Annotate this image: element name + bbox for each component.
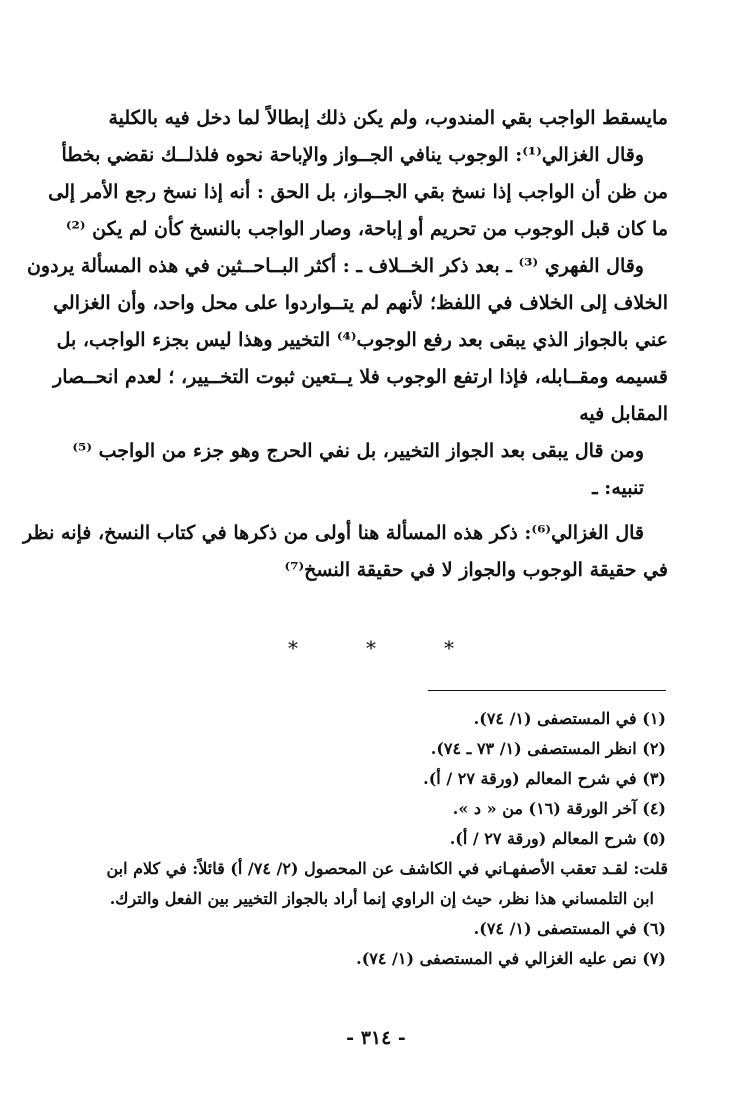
- text-line: مايسقط الواجب بقي المندوب، ولم يكن ذلك إبطالاً لما دخل فيه بالكلية: [108, 107, 668, 129]
- footnote-comment: ابن التلمساني هذا نظر، حيث إن الراوي إنما أراد بالجواز التخيير بين الفعل والترك.: [109, 889, 654, 908]
- footnote: (١) في المستصفى (١/ ٧٤).: [473, 709, 666, 728]
- main-text: [23, 100, 668, 589]
- footnote-comment: قلت: لقـد تعقب الأصفهـاني في الكاشف عن المحصول (٢/ ٧٤/ أ) قائلاً: في كلام ابن: [106, 859, 668, 878]
- footnote: (٦) في المستصفى (١/ ٧٤).: [473, 919, 666, 938]
- footnote: (٢) انظر المستصفى (١/ ٧٣ ـ ٧٤).: [430, 739, 666, 758]
- text-line: وقال الفهري ⁽³⁾ ـ بعد ذكر الخــلاف ـ : أكثر البــاحــثين في هذه المسألة يردون: [26, 255, 644, 277]
- separator-asterisk: *: [288, 636, 298, 660]
- text-line: عني بالجواز الذي يبقى بعد رفع الوجوب⁽⁴⁾ التخيير وهذا ليس بجزء الواجب، بل: [56, 329, 668, 351]
- page-number: - ٣١٤ -: [346, 1027, 406, 1049]
- section-heading: تنبيه: ـ: [592, 477, 644, 499]
- text-line: من ظن أن الواجب إذا نسخ بقي الجــواز، بل الحق : أنه إذا نسخ رجع الأمر إلى: [48, 181, 668, 203]
- separator-asterisk: *: [366, 636, 376, 660]
- text-line: الخلاف إلى الخلاف في اللفظ؛ لأنهم لم يتــواردوا على محل واحد، وأن الغزالي: [53, 292, 668, 314]
- text-line: ما كان قبل الوجوب من تحريم أو إباحة، وصار الواجب بالنسخ كأن لم يكن ⁽²⁾: [65, 218, 668, 240]
- footnotes: [78, 704, 668, 974]
- footnote: (٥) شرح المعالم (ورقة ٢٧ / أ).: [449, 829, 666, 848]
- footnote: (٧) نص عليه الغزالي في المستصفى (١/ ٧٤).: [356, 949, 666, 968]
- text-line: المقابل فيه: [579, 403, 668, 425]
- text-line: ومن قال يبقى بعد الجواز التخيير، بل نفي الحرج وهو جزء من الواجب ⁽⁵⁾: [72, 440, 644, 462]
- section-separator: [0, 636, 752, 660]
- footnote-rule: [428, 690, 666, 691]
- text-line: وقال الغزالي⁽¹⁾: الوجوب ينافي الجــواز والإباحة نحوه فلذلــك نقضي بخطأ: [61, 144, 644, 166]
- separator-asterisk: *: [444, 636, 454, 660]
- text-line: قال الغزالي⁽⁶⁾: ذكر هذه المسألة هنا أولى من ذكرها في كتاب النسخ، فإنه نظر: [23, 522, 644, 544]
- footnote: (٣) في شرح المعالم (ورقة ٢٧ / أ).: [423, 769, 666, 788]
- footnote: (٤) آخر الورقة (١٦) من « د ».: [452, 799, 666, 818]
- text-line: في حقيقة الوجوب والجواز لا في حقيقة النسخ⁽⁷⁾: [284, 559, 668, 581]
- text-line: قسيمه ومقــابله، فإذا ارتفع الوجوب فلا يــتعين ثبوت التخــيير، ؛ لعدم انحــصار: [53, 366, 668, 388]
